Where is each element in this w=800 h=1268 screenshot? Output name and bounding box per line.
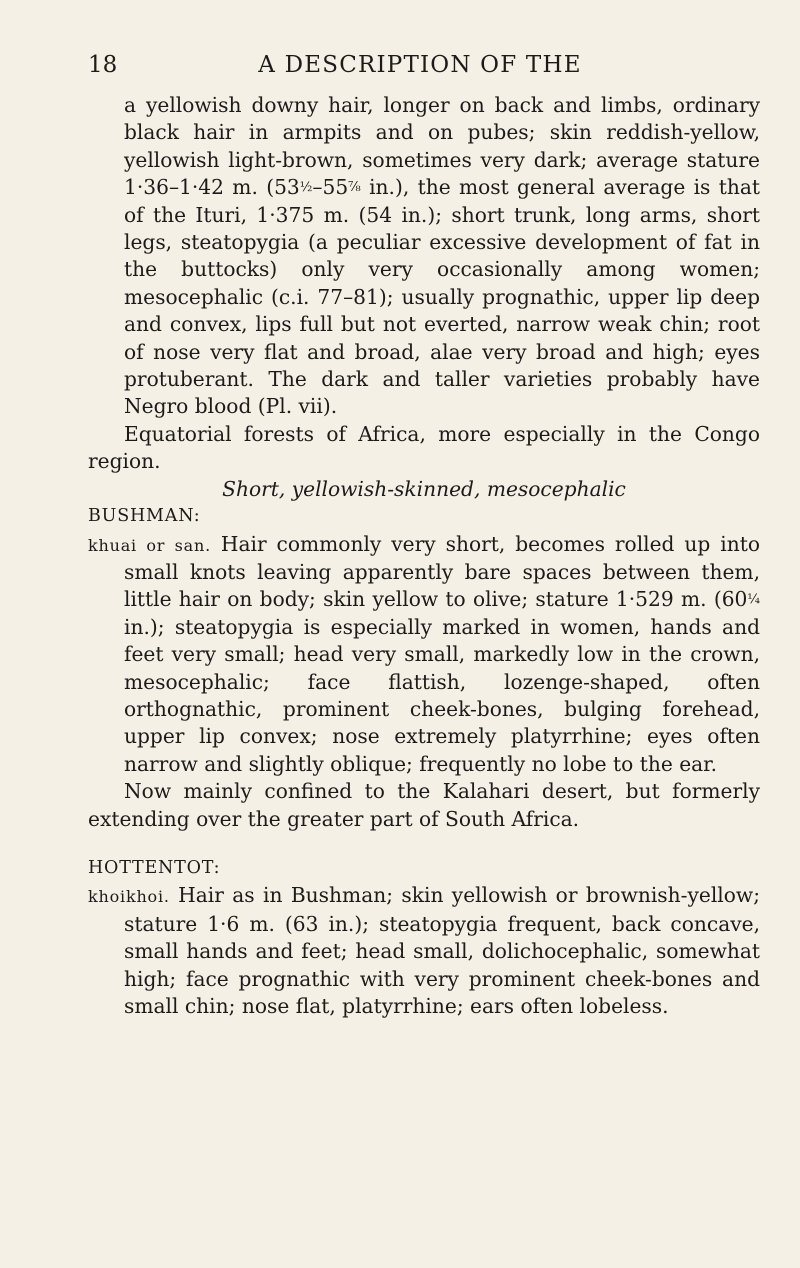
running-title: A DESCRIPTION OF THE: [258, 52, 582, 78]
bushman-text-1: Hair commonly very short, becomes rolled up into small knots leaving apparently bare spaces between them, little hair on body; skin yellow to olive; stature 1·529 m. (60: [124, 531, 760, 612]
pygmy-distribution: Equatorial forests of Africa, more especially in the Congo region.: [88, 421, 760, 474]
pygmy-text-1: a yellowish downy hair, longer on back and limbs, ordinary black hair in armpits and on pubes; skin reddish-yellow, yellowish light-brown, sometimes very dark; average stature 1·36–1·42 m. (53: [124, 93, 760, 200]
fraction: ½: [299, 180, 313, 196]
bushman-heading: BUSHMAN:: [88, 506, 201, 527]
pygmy-text-2: –55: [312, 175, 349, 200]
fraction: ⅞: [348, 180, 361, 196]
hottentot-heading: HOTTENTOT:: [88, 857, 221, 878]
pygmy-description: [88, 92, 760, 421]
section-heading: Short, yellowish-skinned, mesocephalic: [222, 476, 626, 501]
hottentot-text: Hair as in Bushman; skin yellowish or brownish-yellow; stature 1·6 m. (63 in.); steatopygia frequent, back concave, small hands and feet; head small, dolichocephalic, somewhat high; face prognathic with very prominent cheek-bones and small chin; nose flat, platyrrhine; ears often lobeless.: [124, 883, 760, 1018]
pygmy-text-3: in.), the most general average is that of the Ituri, 1·375 m. (54 in.); short trunk, long arms, short legs, steatopygia (a peculiar excessive development of fat in the buttocks) only very occasionally among women; mesocephalic (c.i. 77–81); usually prognathic, upper lip deep and convex, lips full but not everted, narrow weak chin; root of nose very flat and broad, alae very broad and high; eyes protuberant. The dark and taller varieties probably have Negro blood (Pl. vii).: [124, 175, 760, 419]
bushman-text-2: in.); steatopygia is especially marked in women, hands and feet very small; head very small, markedly low in the crown, mesocephalic; face flattish, lozenge-shaped, often orthognathic, prominent cheek-bones, bulging forehead, upper lip convex; nose extremely platyrrhine; eyes often narrow and slightly oblique; frequently no lobe to the ear.: [124, 614, 760, 776]
page-number: 18: [88, 52, 118, 78]
running-head: [0, 52, 800, 84]
bushman-name: khuai or san.: [88, 535, 211, 555]
bushman-entry: [88, 531, 760, 779]
text-body: [88, 92, 760, 1020]
hottentot-name: khoikhoi.: [88, 887, 170, 907]
bushman-distribution: Now mainly confined to the Kalahari desert, but formerly extending over the greater part of South Africa.: [88, 779, 760, 831]
hottentot-entry: [88, 882, 760, 1020]
fraction: ¼: [747, 592, 760, 608]
